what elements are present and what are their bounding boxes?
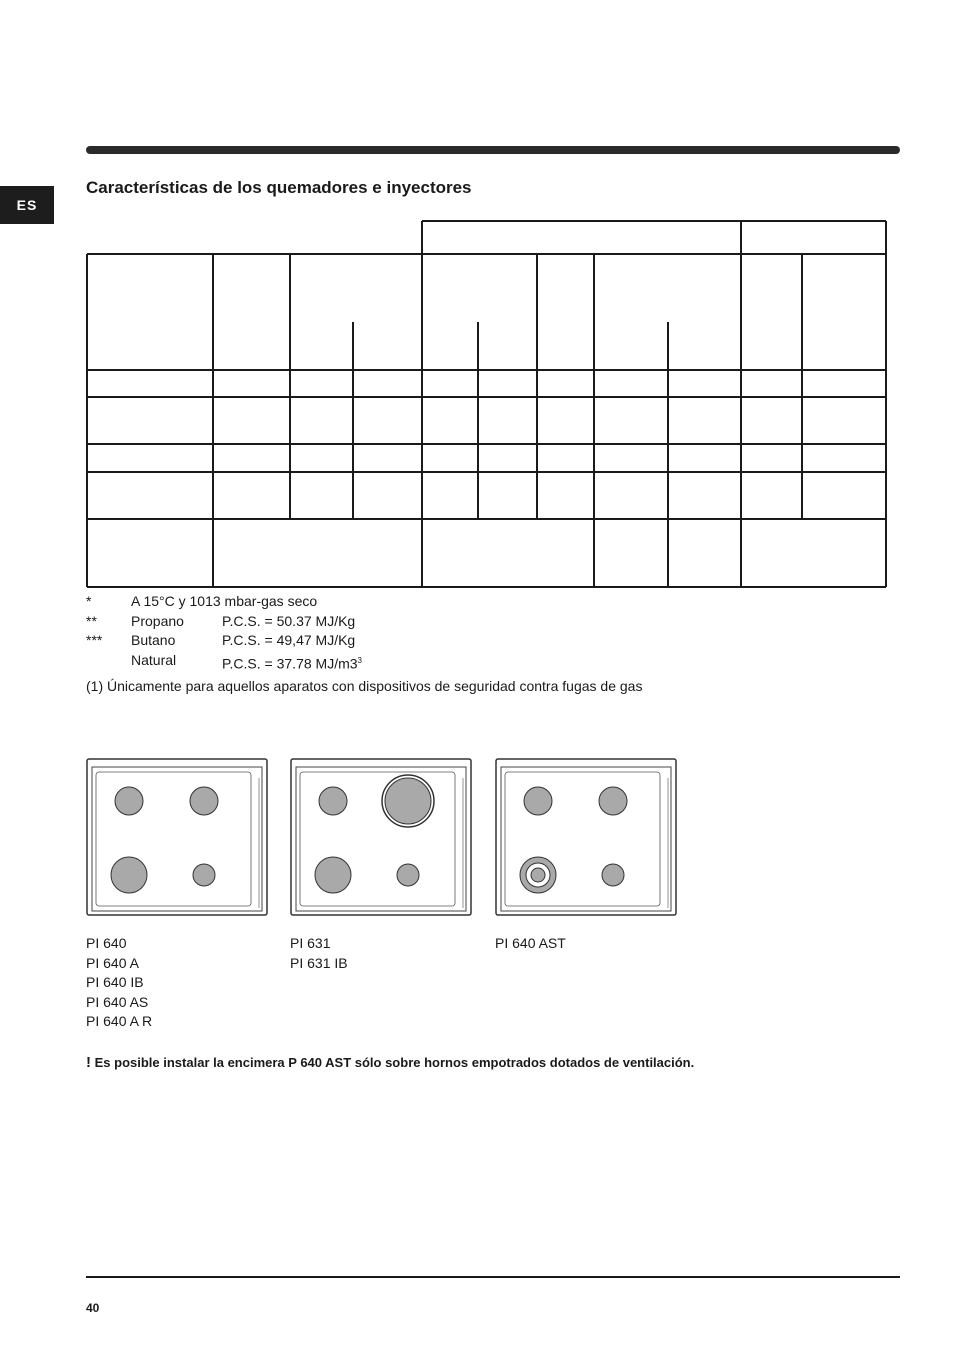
burner-icon <box>319 787 347 815</box>
models-list-hob-3 <box>495 934 566 954</box>
model-name: PI 640 AS <box>86 993 149 1010</box>
hob-diagram-pi-631 <box>290 758 472 916</box>
burner-icon <box>193 864 215 886</box>
footnotes <box>0 592 954 672</box>
model-name: PI 631 <box>290 935 331 951</box>
burner-icon <box>190 787 218 815</box>
footnote-value <box>222 651 362 674</box>
burner-injector-table <box>0 0 954 600</box>
footnote-text: A 15°C y 1013 mbar-gas seco <box>131 593 318 609</box>
footnote-mark: ** <box>86 612 97 629</box>
burner-icon <box>397 864 419 886</box>
footnote-value: P.C.S. = 49,47 MJ/Kg <box>222 632 356 648</box>
hob-diagram-pi-640 <box>86 758 268 916</box>
footer-rule <box>86 1276 900 1278</box>
language-tab: ES <box>0 186 54 224</box>
footnote-mark: * <box>86 593 92 609</box>
model-name: PI 631 IB <box>290 954 348 971</box>
model-name: PI 640 IB <box>86 974 144 990</box>
model-name: PI 640 AST <box>495 935 566 951</box>
installation-warning <box>86 1054 694 1071</box>
model-name: PI 640 <box>86 935 127 951</box>
section-title: Características de los quemadores e inyectores <box>86 178 472 197</box>
burner-icon <box>599 787 627 815</box>
footnote-mark: *** <box>86 632 103 648</box>
warning-text: Es posible instalar la encimera P 640 AST sólo sobre hornos empotrados dotados de ventilación. <box>94 1055 695 1070</box>
models-list-hob-2 <box>290 934 348 973</box>
note-gas-safety: (1) Únicamente para aquellos aparatos con dispositivos de seguridad contra fugas de gas <box>86 678 643 694</box>
model-name: PI 640 A R <box>86 1013 153 1029</box>
page-number: 40 <box>86 1301 100 1315</box>
footnote-superscript: 3 <box>357 655 362 665</box>
burner-icon <box>524 787 552 815</box>
hob-diagram-pi-640-ast <box>495 758 677 916</box>
footnote-gas: Butano <box>131 632 176 648</box>
burner-icon <box>115 787 143 815</box>
footnote-gas: Natural <box>131 651 177 668</box>
footnote-gas: Propano <box>131 612 184 629</box>
footnote-value-text: P.C.S. = 37.78 MJ/m3 <box>222 655 358 672</box>
model-name: PI 640 A <box>86 954 139 971</box>
burner-icon <box>111 857 147 893</box>
warning-icon: ! <box>86 1054 91 1071</box>
models-list-hob-1 <box>86 934 152 1032</box>
table-grid <box>87 221 886 587</box>
burner-icon <box>315 857 351 893</box>
burner-icon <box>602 864 624 886</box>
footnote-value: P.C.S. = 50.37 MJ/Kg <box>222 612 356 629</box>
